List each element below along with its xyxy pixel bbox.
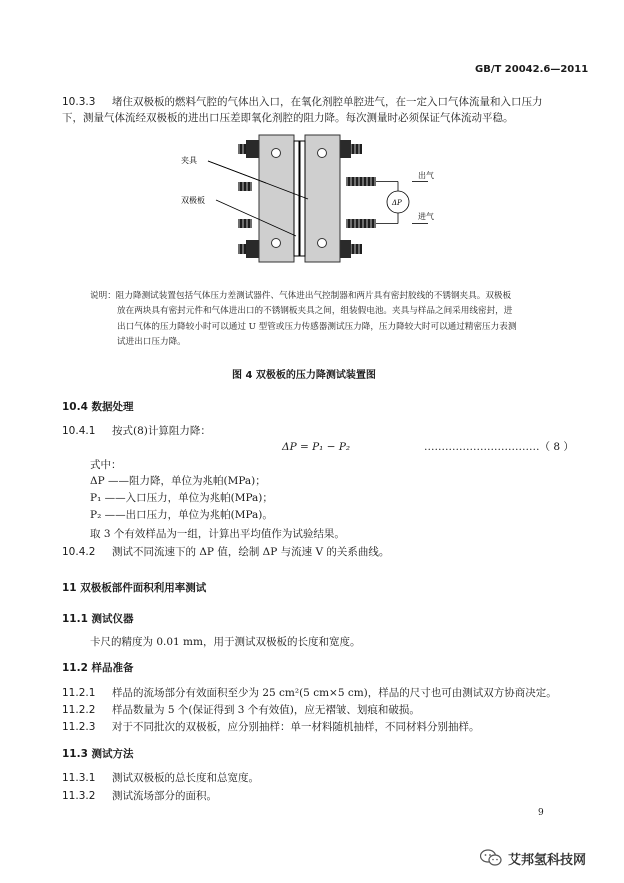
label-clamp: 夹具 (181, 156, 197, 165)
clause-11-2-2: 11.2.2 样品数量为 5 个(保证得到 3 个有效值)，应无褶皱、划痕和破损。 (62, 704, 420, 716)
section-11-2-title: 11.2 样品准备 (62, 662, 134, 674)
clause-11-1-text: 卡尺的精度为 0.01 mm，用于测试双极板的长度和宽度。 (90, 636, 361, 648)
label-delta-p: ΔP (392, 199, 402, 207)
watermark-text: 艾邦氢科技网 (508, 853, 587, 868)
figure-note-line: 试进出口压力降。 (117, 337, 186, 347)
formula-8: ΔP = P₁ − P₂ (282, 441, 351, 453)
section-10-4-title: 10.4 数据处理 (62, 401, 134, 413)
clause-10-4-2: 10.4.2 测试不同流速下的 ΔP 值，绘制 ΔP 与流速 V 的关系曲线。 (62, 546, 390, 558)
standard-number: GB/T 20042.6—2011 (475, 64, 589, 75)
where-label: 式中： (90, 459, 122, 471)
figure-note: 说明：阻力降测试装置包括气体压力差测试器件、气体进出气控制器和两片具有密封胶线的不锈钢夹具。双极板 (90, 291, 512, 301)
outlet-pipe (346, 177, 376, 186)
port-stub-left-bottom (238, 219, 252, 228)
nut (246, 240, 260, 258)
clause-10-4-1: 10.4.1 按式(8)计算阻力降： (62, 425, 211, 437)
nut (246, 140, 260, 158)
definition-p1: P₁ ——入口压力，单位为兆帕(MPa)； (90, 492, 273, 504)
figure-caption: 图 4 双极板的压力降测试装置图 (232, 370, 376, 381)
section-11-1-title: 11.1 测试仪器 (62, 613, 134, 625)
clause-11-3-2: 11.3.2 测试流场部分的面积。 (62, 790, 217, 802)
result-note: 取 3 个有效样品为一组，计算出平均值作为试验结果。 (90, 528, 345, 540)
inlet-pipe (346, 219, 376, 228)
wechat-icon (480, 849, 502, 867)
clause-10-3-3-cont: 下，测量气体流经双极板的进出口压差即氧化剂腔的阻力降。每次测量时必须保证气体流动平稳。 (62, 112, 514, 124)
figure-note-line: 放在两块具有密封元件和气体进出口的不锈钢板夹具之间，组装假电池。夹具与样品之间采用线密封，进 (117, 306, 513, 316)
label-inlet: 进气 (418, 212, 434, 221)
clause-10-3-3: 10.3.3 堵住双极板的燃料气腔的气体出入口，在氧化剂腔单腔进气，在一定入口气体流量和入口压力 (62, 96, 543, 108)
clause-11-3-1: 11.3.1 测试双极板的总长度和总宽度。 (62, 772, 259, 784)
label-outlet: 出气 (418, 171, 434, 180)
definition-delta-p: ΔP ——阻力降，单位为兆帕(MPa)； (90, 475, 266, 487)
page-number: 9 (538, 808, 544, 818)
clause-11-2-1: 11.2.1 样品的流场部分有效面积至少为 25 cm²(5 cm×5 cm)，样品的尺寸也可由测试双方协商决定。 (62, 687, 557, 699)
port-stub-left-top (238, 182, 252, 191)
section-11-3-title: 11.3 测试方法 (62, 748, 134, 760)
equation-number: ……………………………（ 8 ） (424, 441, 574, 453)
section-11-title: 11 双极板部件面积利用率测试 (62, 582, 207, 594)
figure-note-line: 出口气体的压力降较小时可以通过 U 型管或压力传感器测试压力降，压力降较大时可以通过精密压力表测 (117, 322, 517, 332)
pressure-drop-test-diagram (180, 133, 460, 283)
definition-p2: P₂ ——出口压力，单位为兆帕(MPa)。 (90, 509, 273, 521)
label-bipolar-plate: 双极板 (181, 196, 205, 205)
clause-11-2-3: 11.2.3 对于不同批次的双极板，应分别抽样：单一材料随机抽样，不同材料分别抽样。 (62, 721, 480, 733)
